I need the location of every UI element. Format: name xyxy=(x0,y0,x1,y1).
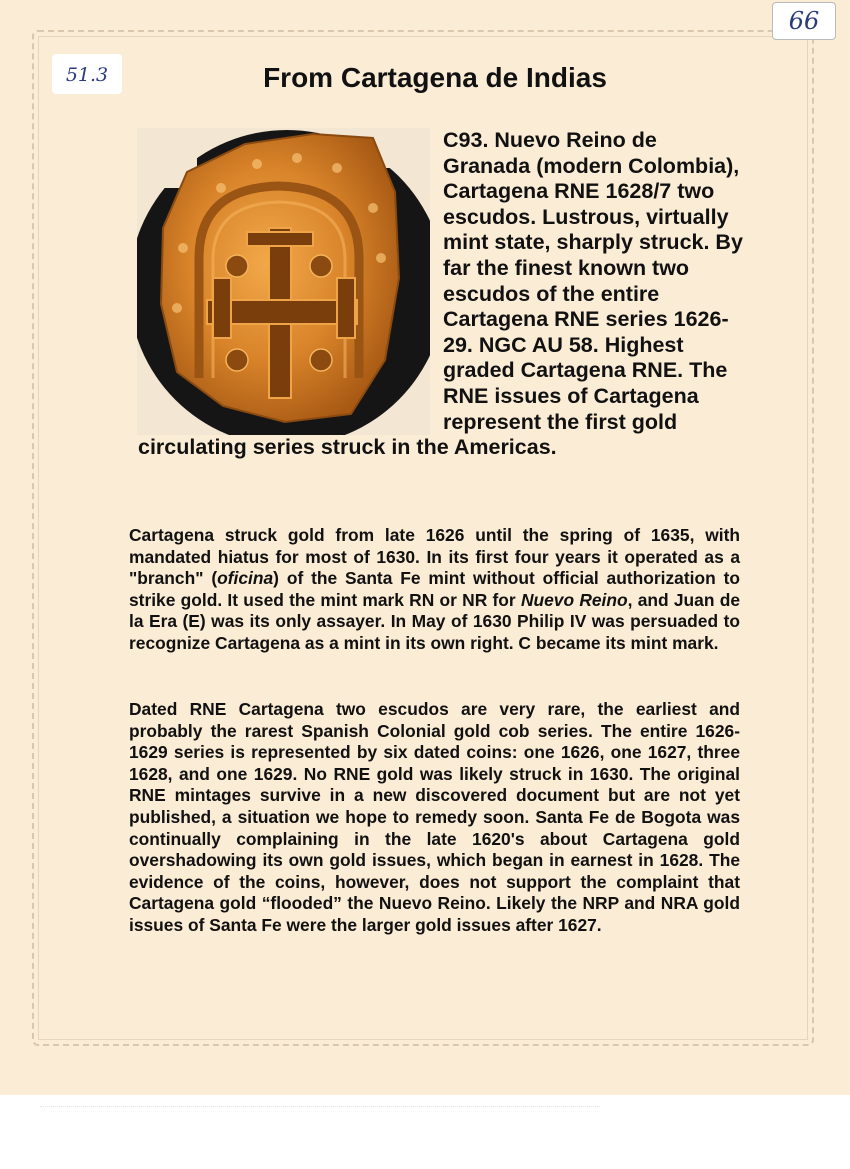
history-paragraph xyxy=(129,525,740,655)
gold-escudo-coin-image xyxy=(137,128,430,435)
history-text-part-1: Cartagena struck gold from late 1626 until the spring of 1635, with mandated hiatus for most of 1630. In its first four years it operated as a "branch" ( xyxy=(129,525,740,589)
coin-photo xyxy=(137,128,430,435)
history-text-part-3: , and Juan de la Era (E) was its only assayer. In May of 1630 Philip IV was persuaded to recognize Cartagena as a mint in its own right. C became its mint mark. xyxy=(129,589,740,653)
history-term-nuevo-reino: Nuevo Reino xyxy=(520,589,628,610)
scan-artifact-line xyxy=(40,1106,600,1108)
page-title: From Cartagena de Indias xyxy=(263,62,607,93)
history-text-part-2: ) of the Santa Fe mint without official authorization to strike gold. It used the mint mark RN or NR for xyxy=(129,568,740,610)
rarity-paragraph: Dated RNE Cartagena two escudos are very rare, the earliest and probably the rarest Spanish Colonial gold cob series. The entire 1626-1629 series is represented by six dated coins: one 1626, one 1627, three 1628, and one 1629. No RNE gold was likely struck in 1630. The original RNE mintages survive in a new discovered document but are not yet published, a situation we hope to remedy soon. Santa Fe de Bogota was continually complaining in the late 1620's about Cartagena gold overshadowing its own gold issues, which began in earnest in 1628. The evidence of the coins, however, does not support the complaint that Cartagena gold “flooded” the Nuevo Reino. Likely the NRP and NRA gold issues of Santa Fe were the larger gold issues after 1627. xyxy=(129,699,740,935)
history-term-oficina: oficina xyxy=(217,568,274,589)
page-number: 66 xyxy=(772,2,836,40)
coin-description-text: C93. Nuevo Reino de Granada (modern Colombia), Cartagena RNE 1628/7 two escudos. Lustrous, virtually mint state, sharply struck. By far the finest known two escudos of the entire Cartagena RNE series 1626-29. NGC AU 58. Highest graded Cartagena RNE. The RNE issues of Cartagena represent the first gold circulating series struck in the Americas. xyxy=(138,128,743,460)
handwritten-tag: 51.3 xyxy=(52,54,122,94)
